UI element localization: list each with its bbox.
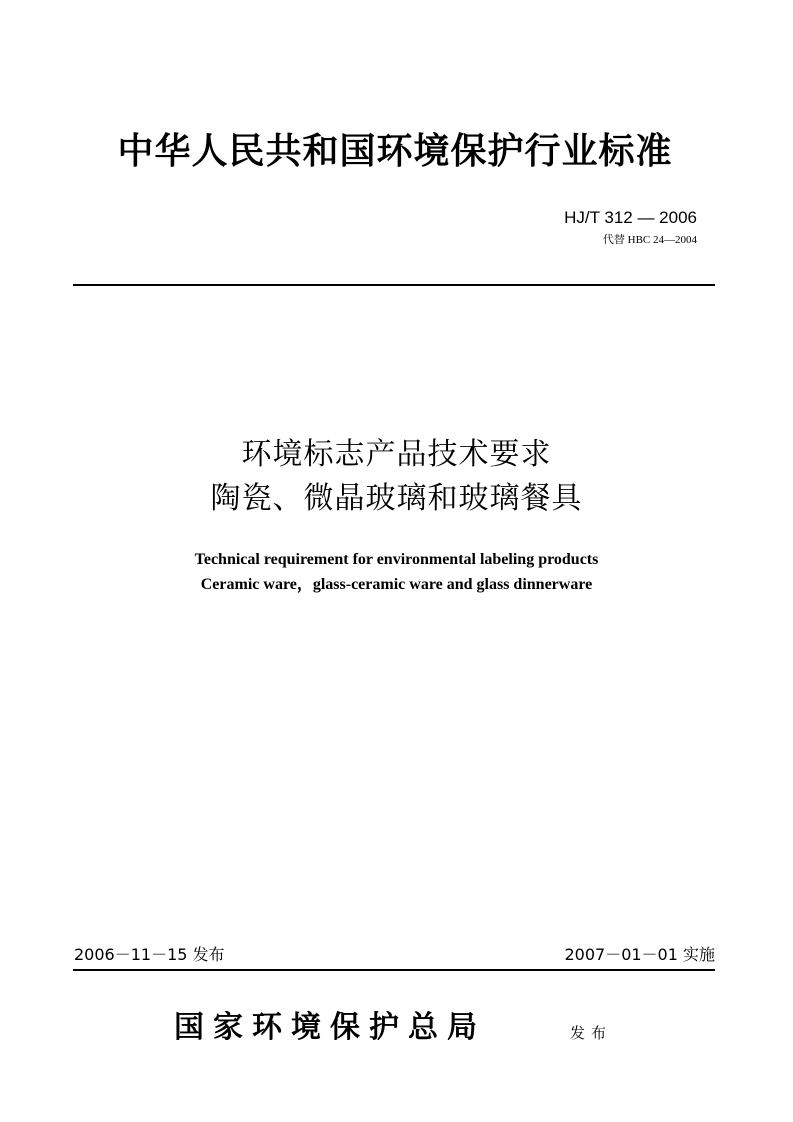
- title-chinese-line-2: 陶瓷、微晶玻璃和玻璃餐具: [210, 481, 583, 516]
- bottom-divider: [73, 969, 715, 971]
- title-english-line-1: Technical requirement for environmental labeling products: [194, 551, 599, 568]
- top-divider: [73, 284, 715, 286]
- issue-date: 2006－11－15 发布: [74, 945, 225, 964]
- publish-label: 发布: [570, 1024, 613, 1042]
- standard-category-heading: 中华人民共和国环境保护行业标准: [117, 131, 673, 172]
- replaced-standard-note: 代替 HBC 24—2004: [602, 234, 697, 246]
- issuing-authority: 国家环境保护总局: [174, 1010, 486, 1045]
- standard-code: HJ/T 312 — 2006: [564, 208, 697, 227]
- title-english-line-2: Ceramic ware，glass-ceramic ware and glass dinnerware: [200, 576, 593, 593]
- implementation-date: 2007－01－01 实施: [564, 945, 715, 964]
- title-chinese-line-1: 环境标志产品技术要求: [241, 437, 552, 472]
